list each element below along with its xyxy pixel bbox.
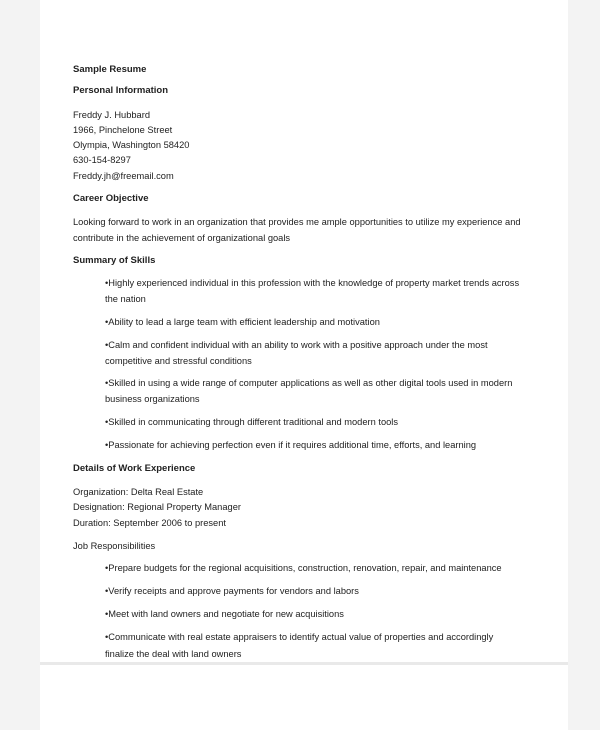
skill-item-6: • Passionate for achieving perfection even if it requires additional time, efforts, and learning — [105, 439, 476, 451]
responsibility-item-1: • Prepare budgets for the regional acquisitions, construction, renovation, repair, and maintenance — [105, 562, 502, 574]
skill-item-4: • Skilled in using a wide range of computer applications as well as other digital tools used in modern — [105, 377, 512, 389]
skill-item-3: • Calm and confident individual with an ability to work with a positive approach under the most — [105, 339, 488, 351]
skill-item-1-cont: the nation — [105, 294, 146, 304]
responsibility-item-4: • Communicate with real estate appraisers to identify actual value of properties and accordingly — [105, 631, 493, 643]
personal-info-heading: Personal Information — [73, 85, 169, 96]
resume-title: Sample Resume — [73, 64, 147, 75]
next-page-area — [40, 665, 568, 730]
skills-heading: Summary of Skills — [73, 255, 156, 266]
address-line-2: Olympia, Washington 58420 — [73, 140, 190, 150]
responsibility-item-4-cont: finalize the deal with land owners — [105, 649, 242, 659]
responsibility-item-2: • Verify receipts and approve payments for vendors and labors — [105, 585, 359, 597]
address-line-1: 1966, Pinchelone Street — [73, 125, 173, 135]
skill-item-2: • Ability to lead a large team with efficient leadership and motivation — [105, 316, 380, 328]
email-address: Freddy.jh@freemail.com — [73, 171, 174, 181]
candidate-name: Freddy J. Hubbard — [73, 110, 150, 120]
job-responsibilities-heading: Job Responsibilities — [73, 541, 156, 551]
objective-line-2: contribute in the achievement of organizational goals — [73, 233, 291, 243]
designation: Designation: Regional Property Manager — [73, 502, 241, 512]
skill-item-5: • Skilled in communicating through different traditional and modern tools — [105, 416, 398, 428]
responsibility-item-3: • Meet with land owners and negotiate for new acquisitions — [105, 608, 344, 620]
career-objective-heading: Career Objective — [73, 193, 149, 204]
skill-item-1: • Highly experienced individual in this profession with the knowledge of property market trends across — [105, 277, 519, 289]
objective-line-1: Looking forward to work in an organization that provides me ample opportunities to utilize my experience and — [73, 217, 521, 227]
duration: Duration: September 2006 to present — [73, 518, 226, 528]
phone-number: 630-154-8297 — [73, 155, 131, 165]
work-experience-heading: Details of Work Experience — [73, 463, 196, 474]
organization: Organization: Delta Real Estate — [73, 487, 204, 497]
skill-item-3-cont: competitive and stressful conditions — [105, 356, 252, 366]
skill-item-4-cont: business organizations — [105, 394, 200, 404]
